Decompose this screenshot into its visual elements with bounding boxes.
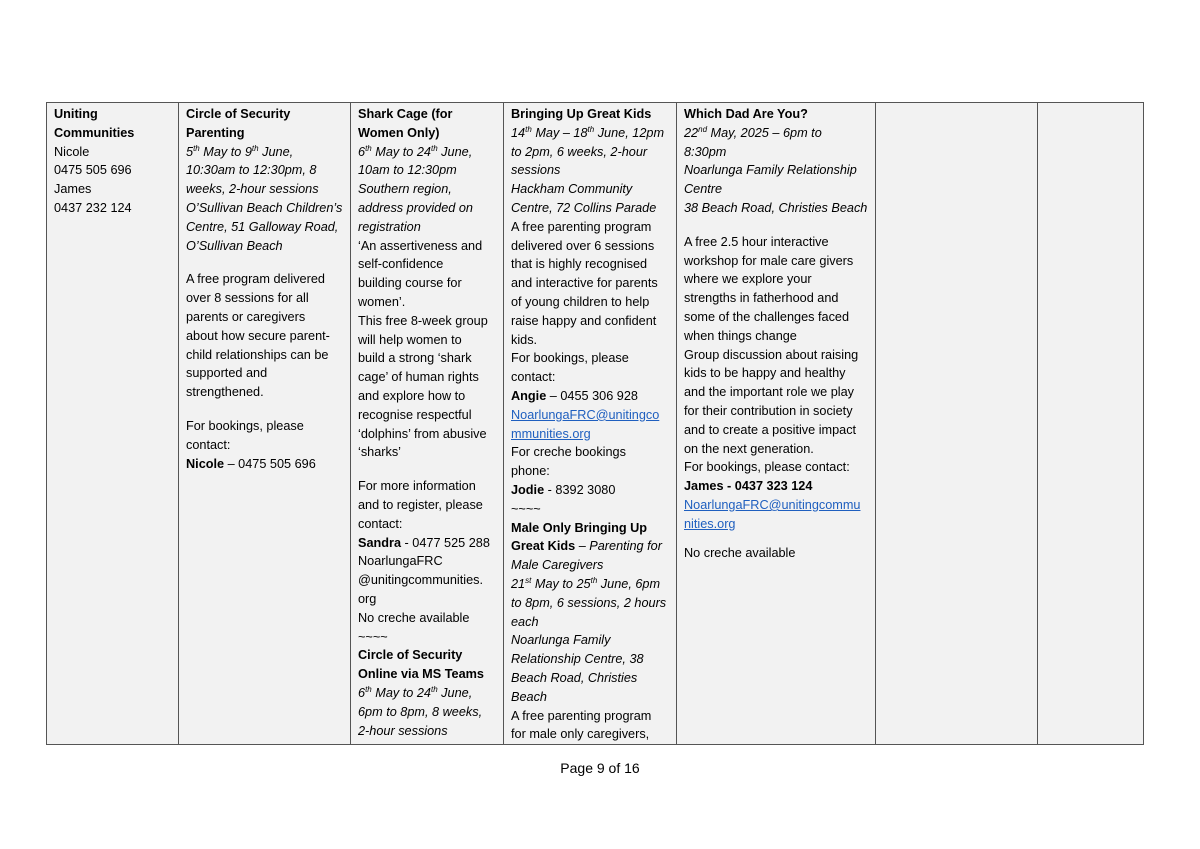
spacer	[358, 462, 496, 477]
program-dates: 22nd May, 2025 – 6pm to	[684, 124, 822, 140]
program-description: and to create a positive impact	[684, 422, 857, 437]
program-description: This free 8-week group	[358, 313, 488, 328]
program-title: Online via MS Teams	[358, 667, 484, 682]
program-time: 6pm to 8pm, 8 weeks,	[358, 704, 483, 719]
program-cell-shark-cage	[351, 103, 504, 745]
program-description: and explore how to	[358, 388, 466, 403]
booking-text: For bookings, please	[186, 418, 304, 433]
program-title: Circle of Security	[186, 107, 291, 121]
program-venue: Relationship Centre, 38	[511, 652, 644, 667]
program-description: workshop for male care givers	[684, 253, 854, 268]
spacer	[684, 218, 868, 233]
creche-note: No creche available	[684, 545, 796, 560]
program-table	[46, 102, 1144, 745]
contact-name: James	[54, 182, 92, 197]
program-description: supported and	[186, 366, 268, 381]
booking-text: contact:	[511, 370, 556, 385]
booking-contact: Nicole – 0475 505 696	[186, 456, 316, 471]
program-time: to 2pm, 6 weeks, 2-hour	[511, 144, 648, 159]
program-venue: address provided on	[358, 200, 473, 215]
booking-contact: Angie – 0455 306 928	[511, 388, 638, 403]
program-dates: 14th May – 18th June, 12pm	[511, 124, 665, 140]
program-description: when things change	[684, 328, 797, 343]
program-description: strengthened.	[186, 385, 264, 400]
program-description: A free program delivered	[186, 272, 325, 287]
spacer	[186, 402, 343, 417]
booking-text: contact:	[358, 516, 403, 531]
spacer	[684, 534, 868, 544]
program-description: will help women to	[358, 332, 462, 347]
program-description: delivered over 6 sessions	[511, 238, 655, 253]
program-venue: Beach	[511, 689, 547, 704]
contact-email: org	[358, 591, 377, 606]
program-venue: O’Sullivan Beach	[186, 238, 283, 253]
program-description: that is highly recognised	[511, 257, 648, 272]
program-venue: 38 Beach Road, Christies Beach	[684, 200, 868, 215]
program-quote: building course for	[358, 276, 462, 291]
program-description: raise happy and confident	[511, 313, 657, 328]
program-venue: Centre	[684, 182, 723, 197]
program-subtitle: Male Caregivers	[511, 558, 604, 573]
program-quote: women’.	[358, 294, 406, 309]
contact-email: @unitingcommunities.	[358, 573, 484, 588]
program-cell-circle-of-security	[179, 103, 351, 745]
booking-text: For bookings, please contact:	[684, 460, 850, 475]
program-title: Which Dad Are You?	[684, 107, 808, 121]
program-description: and interactive for parents	[511, 276, 658, 291]
program-quote: ‘An assertiveness and	[358, 238, 483, 253]
program-time: 2-hour sessions	[358, 723, 448, 738]
contact-name: Nicole	[54, 144, 90, 159]
program-description: build a strong ‘shark	[358, 351, 472, 366]
program-venue: Beach Road, Christies	[511, 670, 638, 685]
booking-text: For bookings, please	[511, 351, 629, 366]
empty-cell	[1038, 103, 1144, 745]
program-title: Parenting	[186, 125, 245, 140]
booking-text: For more information	[358, 479, 476, 494]
program-description: for male only caregivers,	[511, 727, 650, 742]
program-venue: Hackham Community	[511, 182, 633, 197]
program-venue: Centre, 72 Collins Parade	[511, 200, 657, 215]
program-description: ‘sharks’	[358, 445, 402, 460]
spacer	[186, 255, 343, 270]
booking-text: and to register, please	[358, 497, 483, 512]
program-time: sessions	[511, 163, 561, 178]
program-description: strengths in fatherhood and	[684, 291, 839, 306]
email-link[interactable]: NoarlungaFRC@unitingco mmunities.org	[511, 407, 660, 441]
program-description: about how secure parent-	[186, 328, 330, 343]
program-description: A free parenting program	[511, 708, 652, 723]
booking-contact: James - 0437 323 124	[684, 479, 813, 494]
program-cell-bringing-up-great-kids	[504, 103, 677, 745]
program-description: A free 2.5 hour interactive	[684, 234, 829, 249]
program-description: kids.	[511, 332, 538, 347]
program-venue: Noarlunga Family Relationship	[684, 163, 857, 178]
program-description: for their contribution in society	[684, 403, 853, 418]
program-time: 10:30am to 12:30pm, 8	[186, 163, 317, 178]
program-title: Shark Cage (for	[358, 107, 453, 121]
program-description: parents or caregivers	[186, 309, 306, 324]
program-time: to 8pm, 6 sessions, 2 hours	[511, 595, 667, 610]
table-row	[47, 103, 1144, 745]
program-description: kids to be happy and healthy	[684, 366, 846, 381]
program-dates: 21st May to 25th June, 6pm	[511, 575, 661, 591]
provider-cell	[47, 103, 179, 745]
program-dates: 5th May to 9th June,	[186, 143, 294, 159]
email-link[interactable]: NoarlungaFRC@unitingcommu nities.org	[684, 497, 861, 531]
program-description: some of the challenges faced	[684, 309, 850, 324]
creche-note: phone:	[511, 464, 550, 479]
separator: ~~~~	[358, 629, 388, 644]
program-description: Group discussion about raising	[684, 347, 859, 362]
program-description: A free parenting program	[511, 219, 652, 234]
program-dates: 6th May to 24th June,	[358, 684, 473, 700]
separator: ~~~~	[511, 501, 541, 516]
program-description: where we explore your	[684, 272, 812, 287]
provider-name: Uniting	[54, 107, 98, 121]
program-dates: 6th May to 24th June,	[358, 143, 473, 159]
program-description: cage’ of human rights	[358, 370, 479, 385]
program-venue: registration	[358, 219, 421, 234]
empty-cell	[876, 103, 1038, 745]
program-description: recognise respectful	[358, 407, 472, 422]
program-description: of young children to help	[511, 294, 650, 309]
program-venue: Noarlunga Family	[511, 633, 611, 648]
program-description: on the next generation.	[684, 441, 814, 456]
program-title: Male Only Bringing Up	[511, 520, 648, 535]
page-number: Page 9 of 16	[560, 760, 640, 776]
program-description: and the important role we play	[684, 385, 854, 400]
booking-text: contact:	[186, 437, 231, 452]
program-cell-which-dad-are-you	[677, 103, 876, 745]
contact-phone: 0475 505 696	[54, 163, 132, 178]
program-title: Circle of Security	[358, 648, 463, 663]
creche-note: For creche bookings	[511, 445, 626, 460]
program-time: 8:30pm	[684, 144, 727, 159]
program-title: Bringing Up Great Kids	[511, 107, 652, 121]
program-time: weeks, 2-hour sessions	[186, 182, 319, 197]
provider-name: Communities	[54, 125, 135, 140]
program-time: each	[511, 614, 539, 629]
program-venue: O’Sullivan Beach Children’s	[186, 200, 343, 215]
program-description: ‘dolphins’ from abusive	[358, 426, 487, 441]
program-quote: self-confidence	[358, 257, 444, 272]
contact-phone: 0437 232 124	[54, 200, 132, 215]
program-description: child relationships can be	[186, 347, 329, 362]
program-venue: Southern region,	[358, 182, 452, 197]
booking-contact: Sandra - 0477 525 288	[358, 535, 490, 550]
program-title: Women Only)	[358, 125, 440, 140]
program-title: Great Kids – Parenting for	[511, 539, 662, 554]
program-venue: Centre, 51 Galloway Road,	[186, 219, 339, 234]
program-time: 10am to 12:30pm	[358, 163, 457, 178]
creche-note: No creche available	[358, 610, 470, 625]
contact-email: NoarlungaFRC	[358, 554, 443, 569]
program-description: over 8 sessions for all	[186, 291, 309, 306]
creche-contact: Jodie - 8392 3080	[511, 482, 616, 497]
